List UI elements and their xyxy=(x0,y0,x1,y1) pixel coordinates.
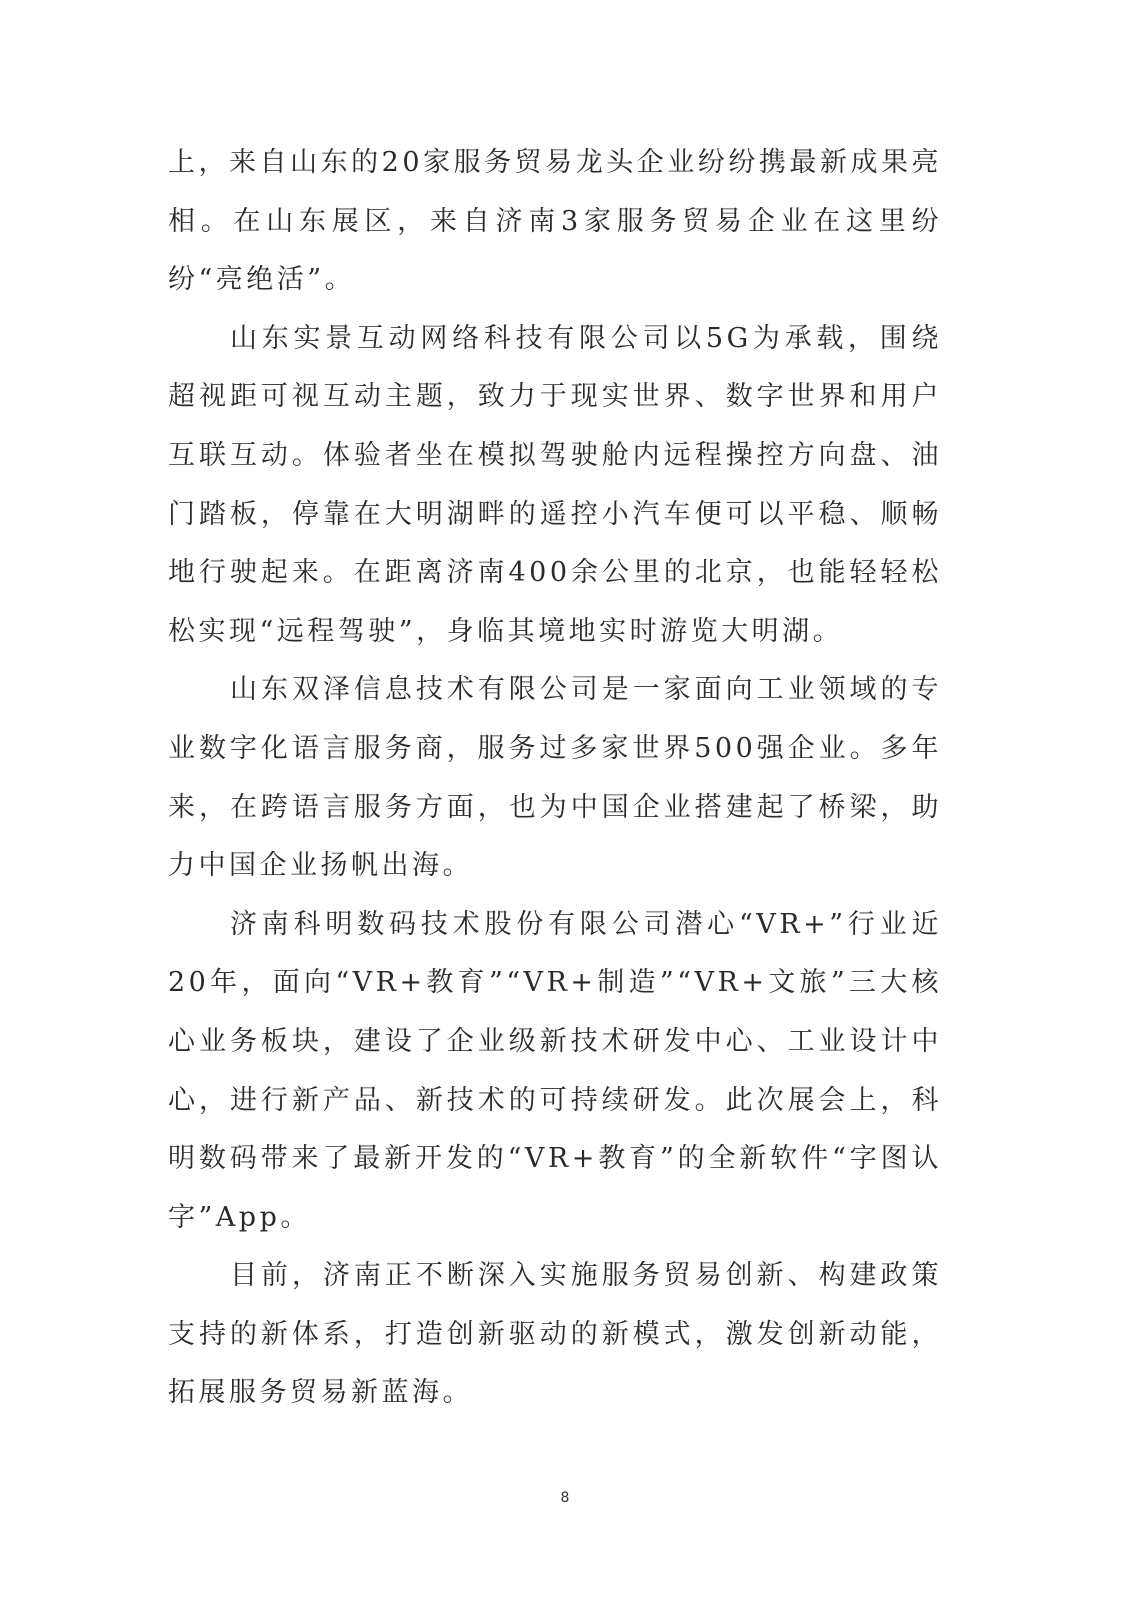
article-body xyxy=(168,134,942,1423)
paragraph-continuation: 上，来自山东的20家服务贸易龙头企业纷纷携最新成果亮相。在山东展区，来自济南3家服务贸易企业在这里纷纷“亮绝活”。 xyxy=(168,147,942,296)
paragraph-conclusion: 目前，济南正不断深入实施服务贸易创新、构建政策支持的新体系，打造创新驱动的新模式，激发创新动能，拓展服务贸易新蓝海。 xyxy=(168,1260,942,1409)
page-number: 8 xyxy=(560,1490,570,1506)
paragraph-keming-company: 济南科明数码技术股份有限公司潜心“VR+”行业近20年，面向“VR+教育”“VR+制造”“VR+文旅”三大核心业务板块，建设了企业级新技术研发中心、工业设计中心，进行新产品、新技术的可持续研发。此次展会上，科明数码带来了最新开发的“VR+教育”的全新软件“字图认字”App。 xyxy=(168,908,942,1233)
paragraph-shuangze-company: 山东双泽信息技术有限公司是一家面向工业领域的专业数字化语言服务商，服务过多家世界500强企业。多年来，在跨语言服务方面，也为中国企业搭建起了桥梁，助力中国企业扬帆出海。 xyxy=(168,674,942,882)
paragraph-shijing-company: 山东实景互动网络科技有限公司以5G为承载，围绕超视距可视互动主题，致力于现实世界、数字世界和用户互联互动。体验者坐在模拟驾驶舱内远程操控方向盘、油门踏板，停靠在大明湖畔的遥控小汽车便可以平稳、顺畅地行驶起来。在距离济南400余公里的北京，也能轻轻松松实现“远程驾驶”，身临其境地实时游览大明湖。 xyxy=(168,322,942,647)
